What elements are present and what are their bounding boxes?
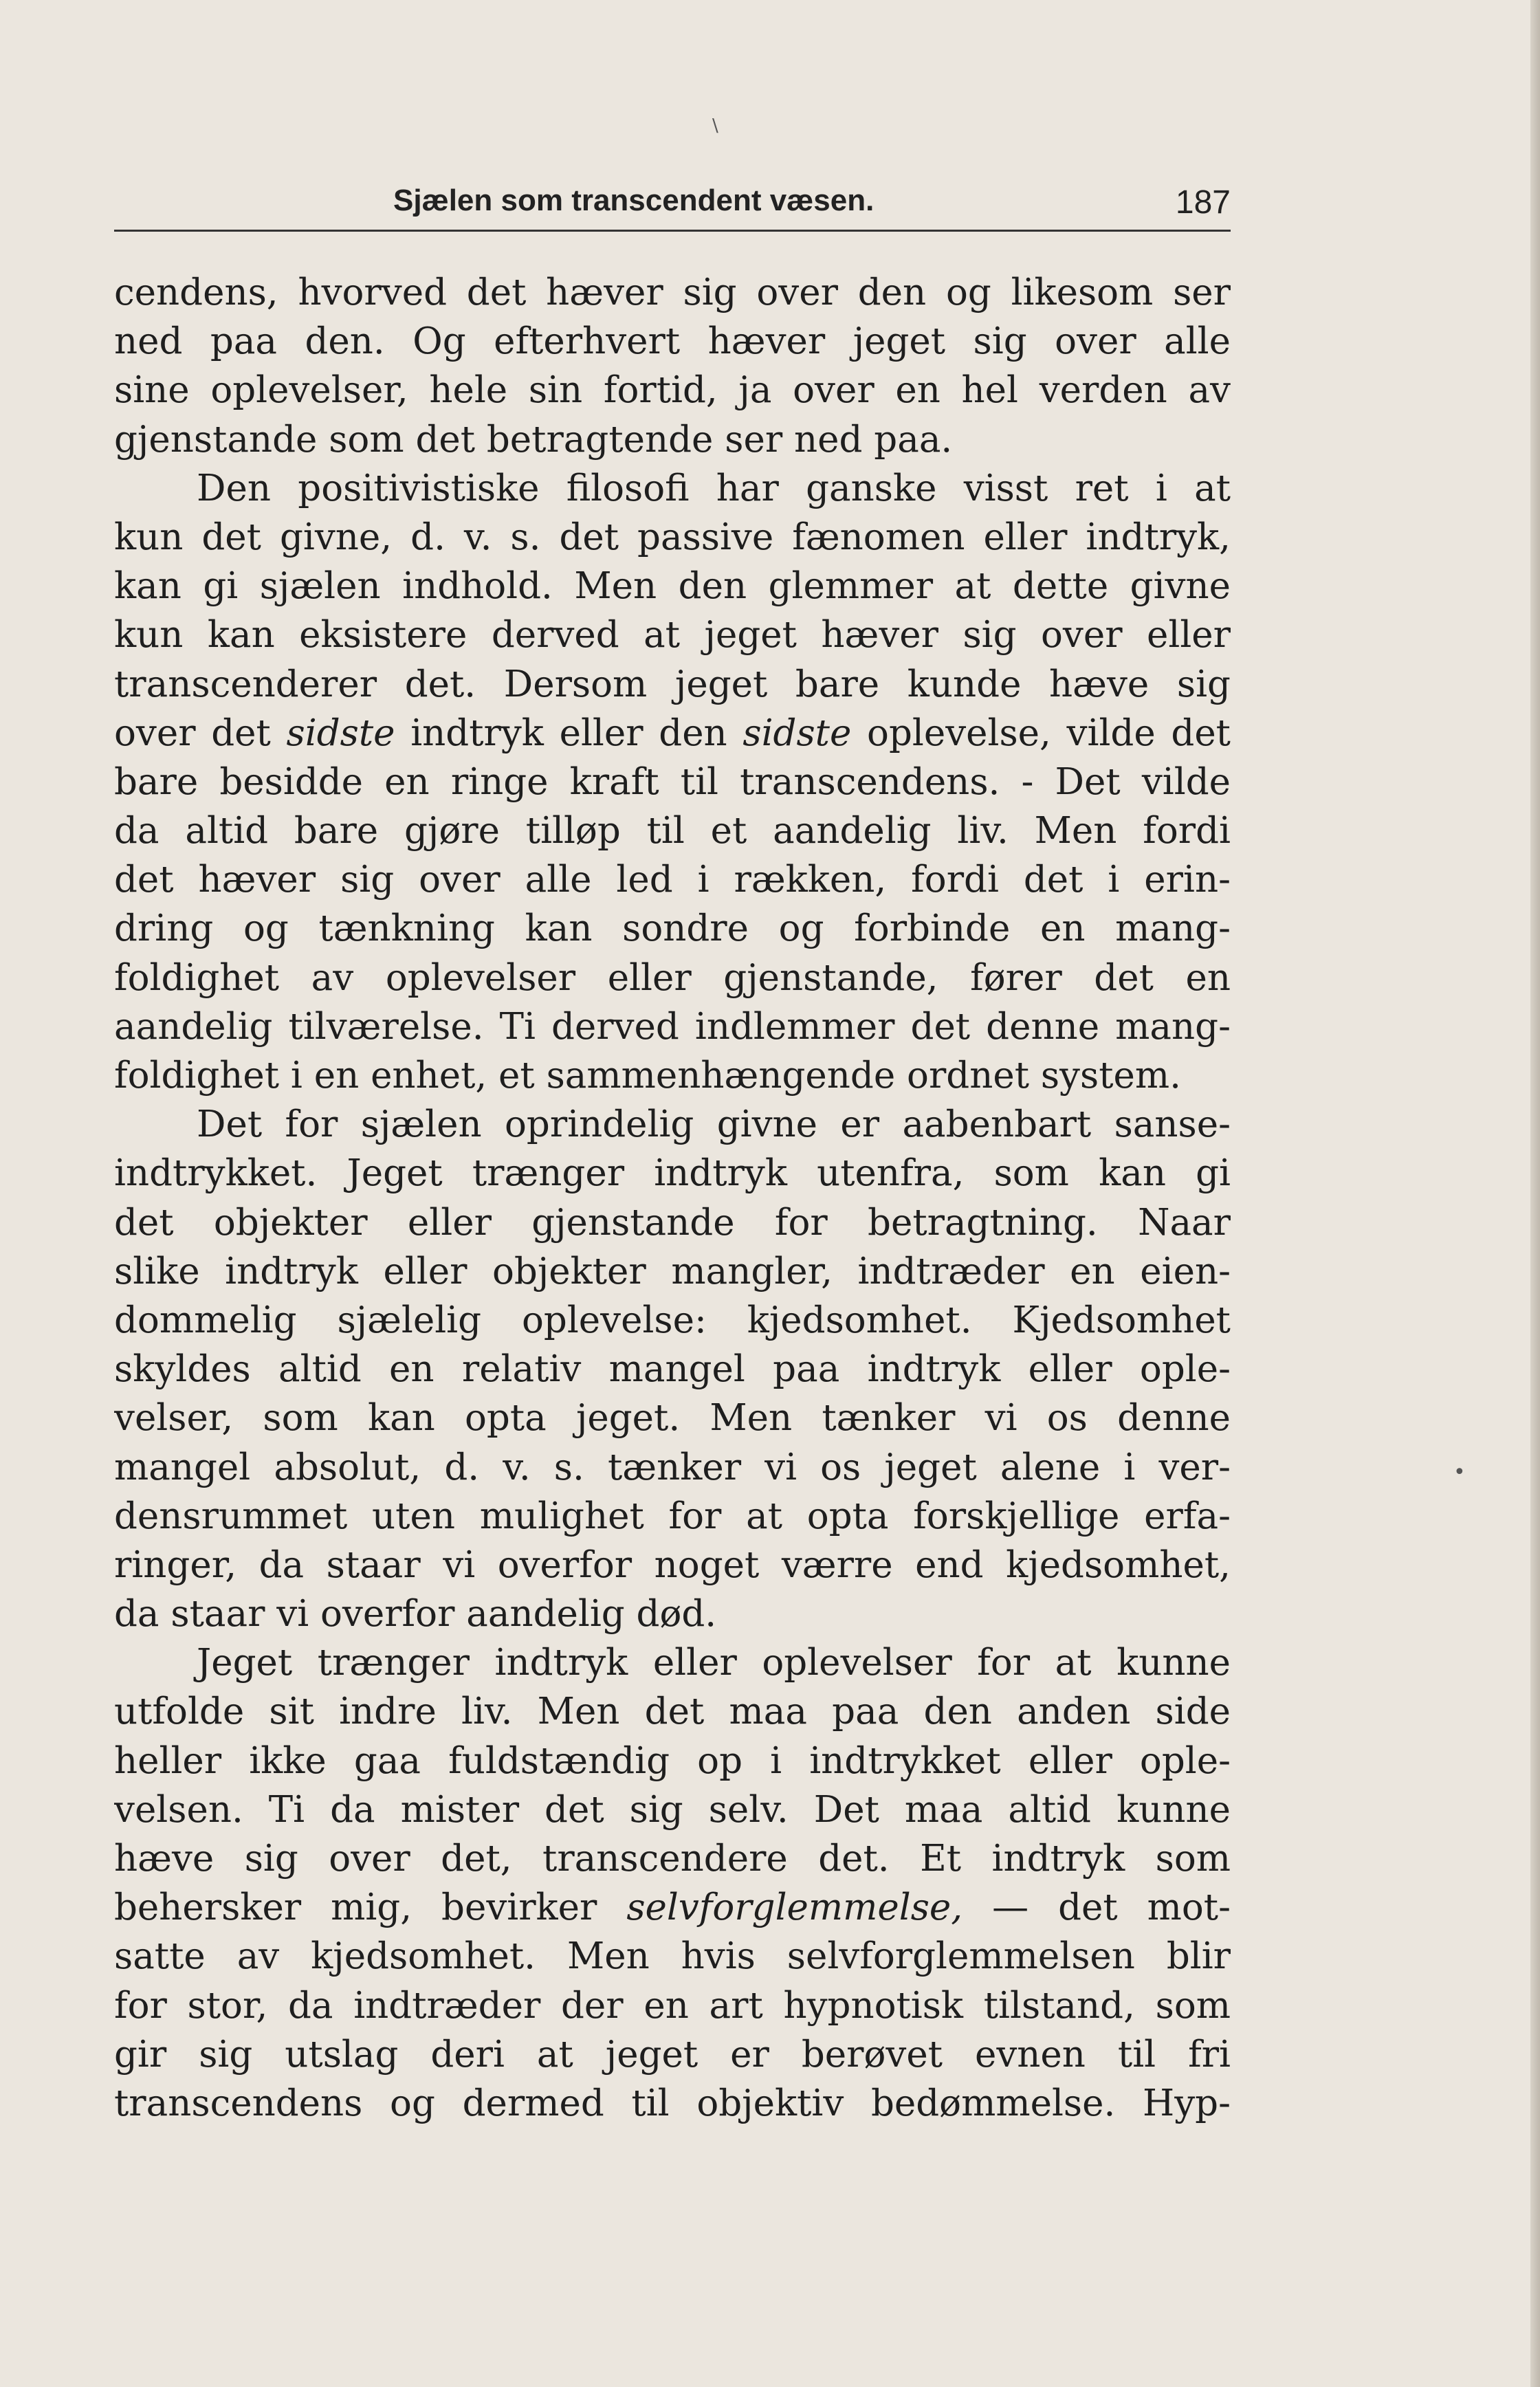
text-line: velsen. Ti da mister det sig selv. Det maa altid kunne [114,1788,1231,1831]
text-line: sine oplevelser, hele sin fortid, ja over en hel verden av [114,369,1231,412]
text-line: cendens, hvorved det hæver sig over den og likesom ser [114,272,1231,314]
speck-mark: • [1453,1460,1466,1484]
text-line: aandelig tilværelse. Ti derved indlemmer det denne mang- [114,1005,1231,1048]
text-line: gir sig utslag deri at jeget er berøvet evnen til fri [114,2033,1231,2076]
italic-emphasis: sidste [742,712,852,754]
text-line: kun kan eksistere derved at jeget hæver sig over eller [114,614,1231,657]
speck-mark: \ [712,116,718,136]
text-line: skyldes altid en relativ mangel paa indtryk eller ople- [114,1348,1231,1391]
text-line: satte av kjedsomhet. Men hvis selvforglemmelsen blir [114,1935,1231,1978]
text-line: ned paa den. Og efterhvert hæver jeget sig over alle [114,320,1231,363]
text-line: det objekter eller gjenstande for betragtning. Naar [114,1201,1231,1244]
text-line: dring og tænkning kan sondre og forbinde en mang- [114,908,1231,950]
page-edge [1530,0,1540,2387]
text-line: foldighet i en enhet, et sammenhængende ordnet system. [114,1055,1181,1097]
text-line: transcendens og dermed til objektiv bedømmelse. Hyp- [114,2082,1231,2124]
text-line: hæve sig over det, transcendere det. Et indtryk som [114,1838,1231,1880]
text-line: mangel absolut, d. v. s. tænker vi os jeget alene i ver- [114,1446,1231,1488]
italic-emphasis: sidste [286,712,395,754]
page-header [114,175,1231,230]
text-line: ringer, da staar vi overfor noget værre end kjedsomhet, [114,1543,1231,1586]
text-line: densrummet uten mulighet for at opta forskjellige erfa- [114,1495,1231,1537]
italic-emphasis: selvforglemmelse, [626,1886,963,1929]
running-title: Sjælen som transcendent væsen. [393,184,874,217]
paragraph-start-line: Den positivistiske filosofi har ganske visst ret i at [197,467,1231,509]
text-line: velser, som kan opta jeget. Men tænker vi os denne [114,1397,1231,1440]
text-line: over det sidste indtryk eller den sidste oplevelse, vilde det [114,712,1231,754]
text-line: behersker mig, bevirker selvforglemmelse, — det mot- [114,1886,1231,1929]
paragraph-start-line: Jeget trænger indtryk eller oplevelser for at kunne [197,1642,1231,1684]
text-line: for stor, da indtræder der en art hypnotisk tilstand, som [114,1984,1231,2027]
page-number: 187 [1175,184,1231,221]
text-line: foldighet av oplevelser eller gjenstande, fører det en [114,956,1231,999]
text-line: kan gi sjælen indhold. Men den glemmer at dette givne [114,565,1231,608]
text-line: utfolde sit indre liv. Men det maa paa den anden side [114,1691,1231,1733]
text-line: heller ikke gaa fuldstændig op i indtrykket eller ople- [114,1739,1231,1782]
paragraph-start-line: Det for sjælen oprindelig givne er aabenbart sanse- [197,1103,1231,1146]
text-line: kun det givne, d. v. s. det passive fænomen eller indtryk, [114,516,1231,558]
text-line: slike indtryk eller objekter mangler, indtræder en eien- [114,1250,1231,1292]
text-line: dommelig sjælelig oplevelse: kjedsomhet. Kjedsomhet [114,1299,1231,1341]
text-line: da staar vi overfor aandelig død. [114,1593,717,1636]
text-line: bare besidde en ringe kraft til transcendens. - Det vilde [114,760,1231,803]
body-text [114,268,1231,2128]
text-line: transcenderer det. Dersom jeget bare kunde hæve sig [114,663,1231,705]
text-line: da altid bare gjøre tilløp til et aandelig liv. Men fordi [114,810,1231,852]
text-line: det hæver sig over alle led i rækken, fordi det i erin- [114,859,1231,901]
text-line: gjenstande som det betragtende ser ned paa. [114,418,953,461]
text-line: indtrykket. Jeget trænger indtryk utenfra, som kan gi [114,1152,1231,1195]
header-rule [114,230,1231,232]
